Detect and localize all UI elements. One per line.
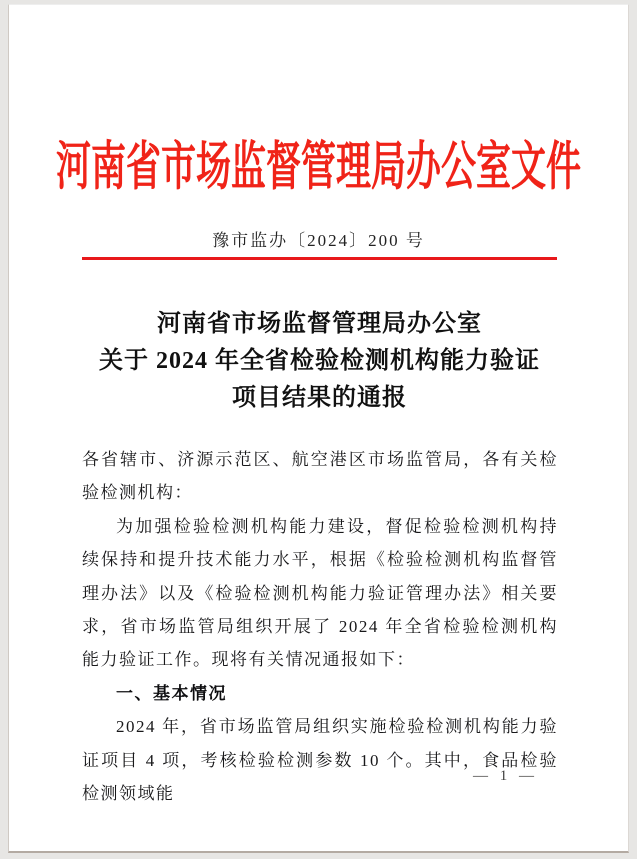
document-title-line-1: 河南省市场监督管理局办公室 — [157, 311, 482, 337]
section-1-heading: 一、基本情况 — [116, 683, 227, 703]
section-1-paragraph: 2024 年，省市场监管局组织实施检验检测机构能力验证项目 4 项，考核检验检测参数 10 个。其中，食品检验检测领域能 — [82, 717, 558, 804]
scanned-document-page — [8, 4, 629, 853]
document-body — [82, 443, 558, 810]
document-number: 豫市监办〔2024〕200 号 — [212, 231, 425, 250]
red-letterhead — [9, 127, 628, 199]
document-title-line-2: 关于 2024 年全省检验检测机构能力验证 — [99, 348, 540, 374]
red-divider-rule — [82, 257, 557, 260]
intro-paragraph: 为加强检验检测机构能力建设，督促检验检测机构持续保持和提升技术能力水平，根据《检验检测机构监督管理办法》以及《检验检测机构能力验证管理办法》相关要求，省市场监管局组织开展了 2024 年全省检验检测机构能力验证工作。现将有关情况通报如下： — [82, 516, 558, 670]
letterhead-title: 河南省市场监督管理局办公室文件 — [55, 137, 581, 196]
page-number: — 1 — — [473, 768, 538, 784]
document-title-line-3: 项目结果的通报 — [232, 385, 407, 411]
salutation-paragraph: 各省辖市、济源示范区、航空港区市场监管局，各有关检验检测机构： — [82, 450, 558, 503]
document-title — [49, 306, 590, 417]
